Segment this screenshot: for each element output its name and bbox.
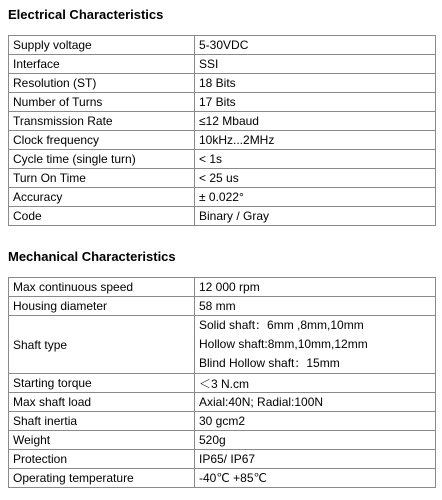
spec-value: 18 Bits: [195, 74, 436, 93]
spec-value: SSI: [195, 55, 436, 74]
table-row: [9, 393, 436, 412]
spec-value: ≤12 Mbaud: [195, 112, 436, 131]
spec-label: Transmission Rate: [9, 112, 195, 131]
spec-label: Clock frequency: [9, 131, 195, 150]
shaft-type-blind-hollow: Blind Hollow shaft：15mm: [199, 356, 340, 370]
mechanical-section-title: Mechanical Characteristics: [8, 249, 176, 264]
table-row: [9, 36, 436, 55]
shaft-type-hollow: Hollow shaft:8mm,10mm,12mm: [199, 337, 368, 351]
shaft-type-solid: Solid shaft：6mm ,8mm,10mm: [199, 318, 364, 332]
spec-value: 30 gcm2: [195, 412, 436, 431]
table-row: [9, 55, 436, 74]
table-row: [9, 93, 436, 112]
table-row: [9, 188, 436, 207]
spec-label: Shaft inertia: [9, 412, 195, 431]
spec-label: Number of Turns: [9, 93, 195, 112]
spec-label: Code: [9, 207, 195, 226]
spec-label: Accuracy: [9, 188, 195, 207]
spec-value: Binary / Gray: [195, 207, 436, 226]
table-row: [9, 316, 436, 374]
electrical-section-title: Electrical Characteristics: [8, 7, 164, 22]
spec-label: Resolution (ST): [9, 74, 195, 93]
spec-value-multiline: [195, 316, 436, 374]
spec-label: Operating temperature: [9, 469, 195, 488]
spec-label: Housing diameter: [9, 297, 195, 316]
spec-label: Cycle time (single turn): [9, 150, 195, 169]
spec-label: Weight: [9, 431, 195, 450]
spec-label: Interface: [9, 55, 195, 74]
spec-label: Turn On Time: [9, 169, 195, 188]
spec-value: 10kHz...2MHz: [195, 131, 436, 150]
table-row: [9, 374, 436, 393]
spec-label: Shaft type: [9, 316, 195, 374]
spec-value: < 25 us: [195, 169, 436, 188]
table-row: [9, 112, 436, 131]
spec-value: ± 0.022°: [195, 188, 436, 207]
mechanical-spec-table: [8, 277, 436, 488]
table-row: [9, 131, 436, 150]
spec-value: 520g: [195, 431, 436, 450]
spec-value: 5-30VDC: [195, 36, 436, 55]
table-row: [9, 278, 436, 297]
table-row: [9, 150, 436, 169]
spec-value: 58 mm: [195, 297, 436, 316]
spec-label: Supply voltage: [9, 36, 195, 55]
spec-label: Max continuous speed: [9, 278, 195, 297]
spec-label: Starting torque: [9, 374, 195, 393]
spec-value: Axial:40N; Radial:100N: [195, 393, 436, 412]
spec-label: Protection: [9, 450, 195, 469]
electrical-spec-table: [8, 35, 436, 226]
table-row: [9, 450, 436, 469]
table-row: [9, 412, 436, 431]
spec-value: 17 Bits: [195, 93, 436, 112]
table-row: [9, 431, 436, 450]
spec-value: < 1s: [195, 150, 436, 169]
table-row: [9, 469, 436, 488]
table-row: [9, 207, 436, 226]
table-row: [9, 74, 436, 93]
spec-label: Max shaft load: [9, 393, 195, 412]
table-row: [9, 297, 436, 316]
spec-value: IP65/ IP67: [195, 450, 436, 469]
spec-value: -40℃ +85℃: [195, 469, 436, 488]
spec-value: 12 000 rpm: [195, 278, 436, 297]
spec-value: ＜3 N.cm: [195, 374, 436, 393]
table-row: [9, 169, 436, 188]
